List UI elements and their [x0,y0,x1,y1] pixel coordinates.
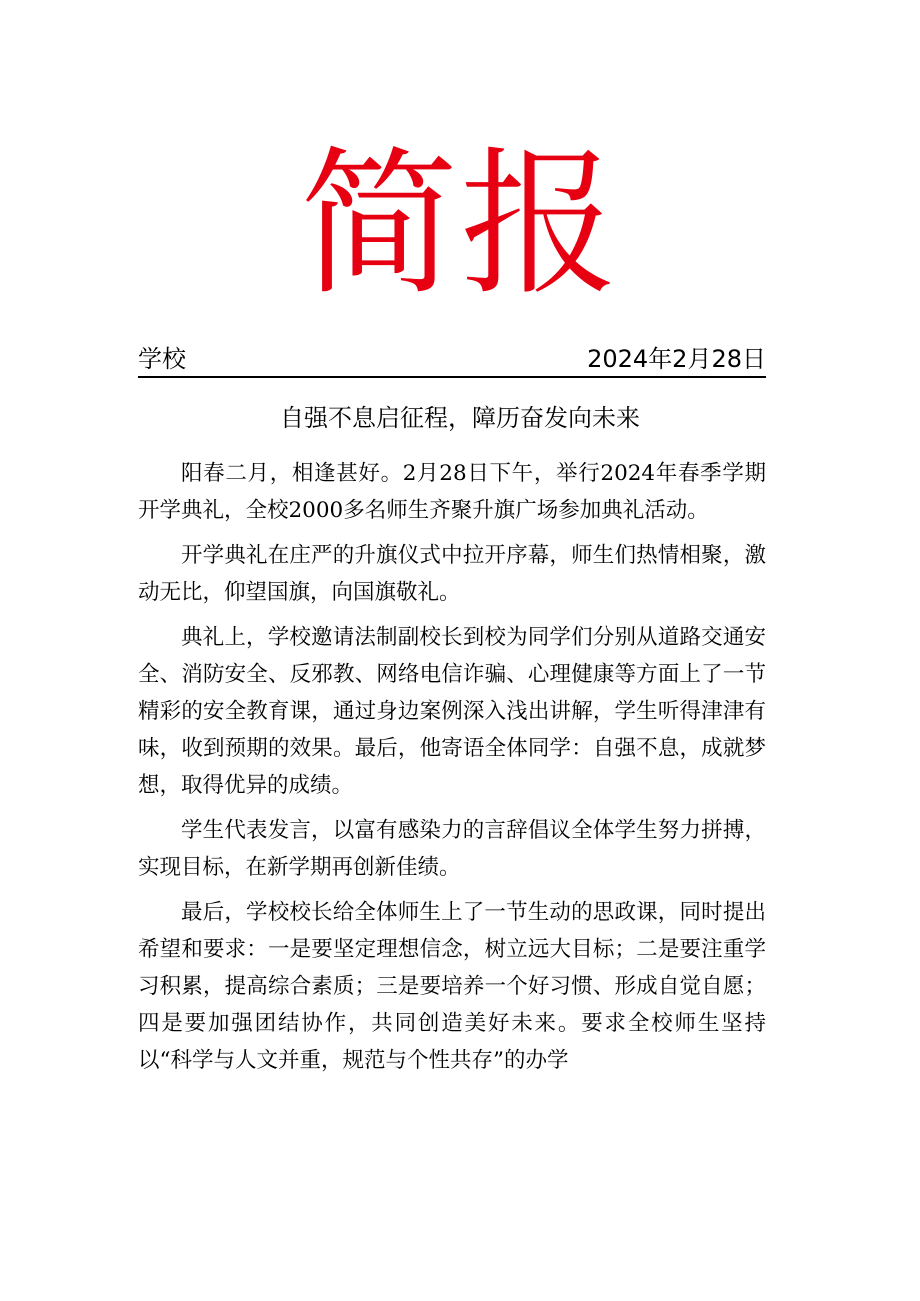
school-name: 学校 [138,345,186,373]
paragraph: 最后，学校校长给全体师生上了一节生动的思政课，同时提出希望和要求：一是要坚定理想信念，树立远大目标；二是要注重学习积累，提高综合素质；三是要培养一个好习惯、形成自觉自愿；四是要加强团结协作，共同创造美好未来。要求全校师生坚持以“科学与人文并重，规范与个性共存”的办学 [138,900,766,1073]
issue-date: 2024年2月28日 [587,345,766,373]
masthead-title: 简报 [300,133,620,317]
article-title: 自强不息启征程，障历奋发向未来 [280,404,640,432]
paragraph: 开学典礼在庄严的升旗仪式中拉开序幕，师生们热情相聚，激动无比，仰望国旗，向国旗敬礼。 [138,543,766,605]
paragraph: 典礼上，学校邀请法制副校长到校为同学们分别从道路交通安全、消防安全、反邪教、网络电信诈骗、心理健康等方面上了一节精彩的安全教育课，通过身边案例深入浅出讲解，学生听得津津有味，收到预期的效果。最后，他寄语全体同学：自强不息，成就梦想，取得优异的成绩。 [138,625,766,798]
article-body [138,455,766,1087]
paragraph: 学生代表发言，以富有感染力的言辞倡议全体学生努力拼搏，实现目标，在新学期再创新佳绩。 [138,818,766,880]
issue-info-row [138,342,766,378]
paragraph: 阳春二月，相逢甚好。2月28日下午，举行2024年春季学期开学典礼，全校2000多名师生齐聚升旗广场参加典礼活动。 [138,461,766,523]
